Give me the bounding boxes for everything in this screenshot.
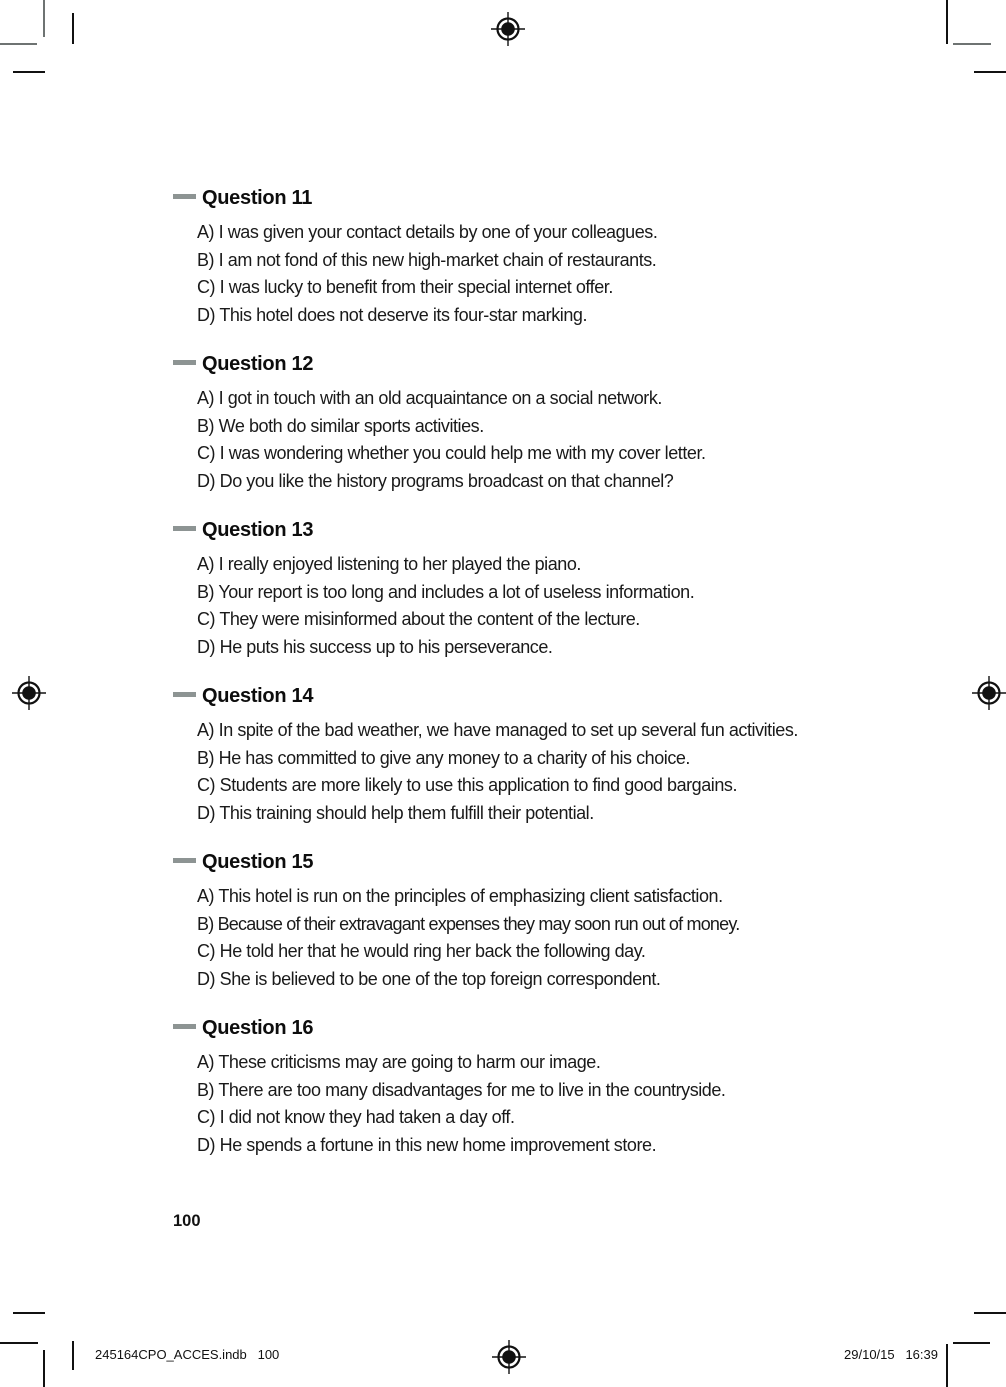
question-dash-icon: [173, 858, 196, 863]
crop-mark: [0, 43, 37, 45]
question-title: [197, 1014, 814, 1042]
answer-option: A) I was given your contact details by one of your colleagues.: [197, 222, 658, 242]
question-dash-icon: [173, 194, 196, 199]
question-block-12: [197, 350, 814, 495]
answer-option: B) Because of their extravagant expenses they may soon run out of money.: [197, 913, 740, 934]
question-title: [197, 184, 814, 212]
answer-option: A) These criticisms may are going to harm our image.: [197, 1052, 601, 1072]
answer-option: B) He has committed to give any money to a charity of his choice.: [197, 747, 690, 768]
crop-mark: [13, 1312, 45, 1314]
answer-option: A) In spite of the bad weather, we have managed to set up several fun activities.: [197, 720, 798, 740]
question-block-16: [197, 1014, 814, 1159]
question-title-label: Question 14: [202, 685, 314, 707]
question-title-label: Question 12: [202, 353, 314, 375]
answer-option: D) She is believed to be one of the top foreign correspondent.: [197, 968, 661, 989]
crop-mark: [43, 0, 45, 37]
answer-option: A) I really enjoyed listening to her played the piano.: [197, 554, 581, 574]
answer-option: C) He told her that he would ring her back the following day.: [197, 941, 646, 961]
crop-mark: [953, 1342, 990, 1344]
answer-option: D) Do you like the history programs broadcast on that channel?: [197, 470, 674, 491]
crop-mark: [946, 0, 948, 44]
question-title: [197, 516, 814, 544]
answer-option: C) I did not know they had taken a day off.: [197, 1107, 515, 1127]
crop-mark: [974, 71, 1006, 73]
registration-mark-icon: [971, 675, 1006, 711]
question-dash-icon: [173, 360, 196, 365]
question-block-11: [197, 184, 814, 329]
print-slug-filename: 245164CPO_ACCES.indb 100: [95, 1347, 280, 1362]
question-dash-icon: [173, 692, 196, 697]
question-title-label: Question 15: [202, 851, 314, 873]
answer-option: A) I got in touch with an old acquaintance on a social network.: [197, 388, 662, 408]
answer-option: C) I was wondering whether you could help me with my cover letter.: [197, 443, 706, 463]
question-title-label: Question 11: [202, 187, 313, 209]
crop-mark: [13, 71, 45, 73]
answer-option: B) We both do similar sports activities.: [197, 415, 484, 436]
print-slug-timestamp: 29/10/15 16:39: [844, 1347, 938, 1362]
answer-option: B) I am not fond of this new high-market chain of restaurants.: [197, 249, 657, 270]
answer-option: B) Your report is too long and includes a lot of useless information.: [197, 581, 695, 602]
question-block-15: [197, 848, 814, 993]
question-dash-icon: [173, 526, 196, 531]
questions-section: [197, 184, 814, 1180]
registration-mark-icon: [491, 1339, 527, 1375]
crop-mark: [974, 1312, 1006, 1314]
question-dash-icon: [173, 1024, 196, 1029]
answer-option: D) This training should help them fulfill their potential.: [197, 802, 594, 823]
question-block-13: [197, 516, 814, 661]
crop-mark: [72, 1341, 74, 1370]
crop-mark: [946, 1344, 948, 1387]
crop-mark: [72, 13, 74, 44]
question-title-label: Question 13: [202, 519, 314, 541]
answer-option: D) He spends a fortune in this new home improvement store.: [197, 1134, 657, 1155]
crop-mark: [43, 1350, 45, 1387]
registration-mark-icon: [490, 11, 526, 47]
answer-option: D) This hotel does not deserve its four-star marking.: [197, 304, 587, 325]
answer-option: D) He puts his success up to his perseverance.: [197, 636, 553, 657]
answer-option: A) This hotel is run on the principles of emphasizing client satisfaction.: [197, 886, 723, 906]
question-title: [197, 682, 814, 710]
question-title-label: Question 16: [202, 1017, 314, 1039]
answer-option: C) They were misinformed about the content of the lecture.: [197, 609, 640, 629]
answer-option: C) Students are more likely to use this application to find good bargains.: [197, 775, 738, 795]
question-block-14: [197, 682, 814, 827]
question-title: [197, 350, 814, 378]
registration-mark-icon: [11, 675, 47, 711]
page-number: 100: [173, 1212, 201, 1230]
answer-option: B) There are too many disadvantages for me to live in the countryside.: [197, 1079, 726, 1100]
question-title: [197, 848, 814, 876]
answer-option: C) I was lucky to benefit from their special internet offer.: [197, 277, 613, 297]
crop-mark: [953, 43, 991, 45]
crop-mark: [0, 1342, 38, 1344]
